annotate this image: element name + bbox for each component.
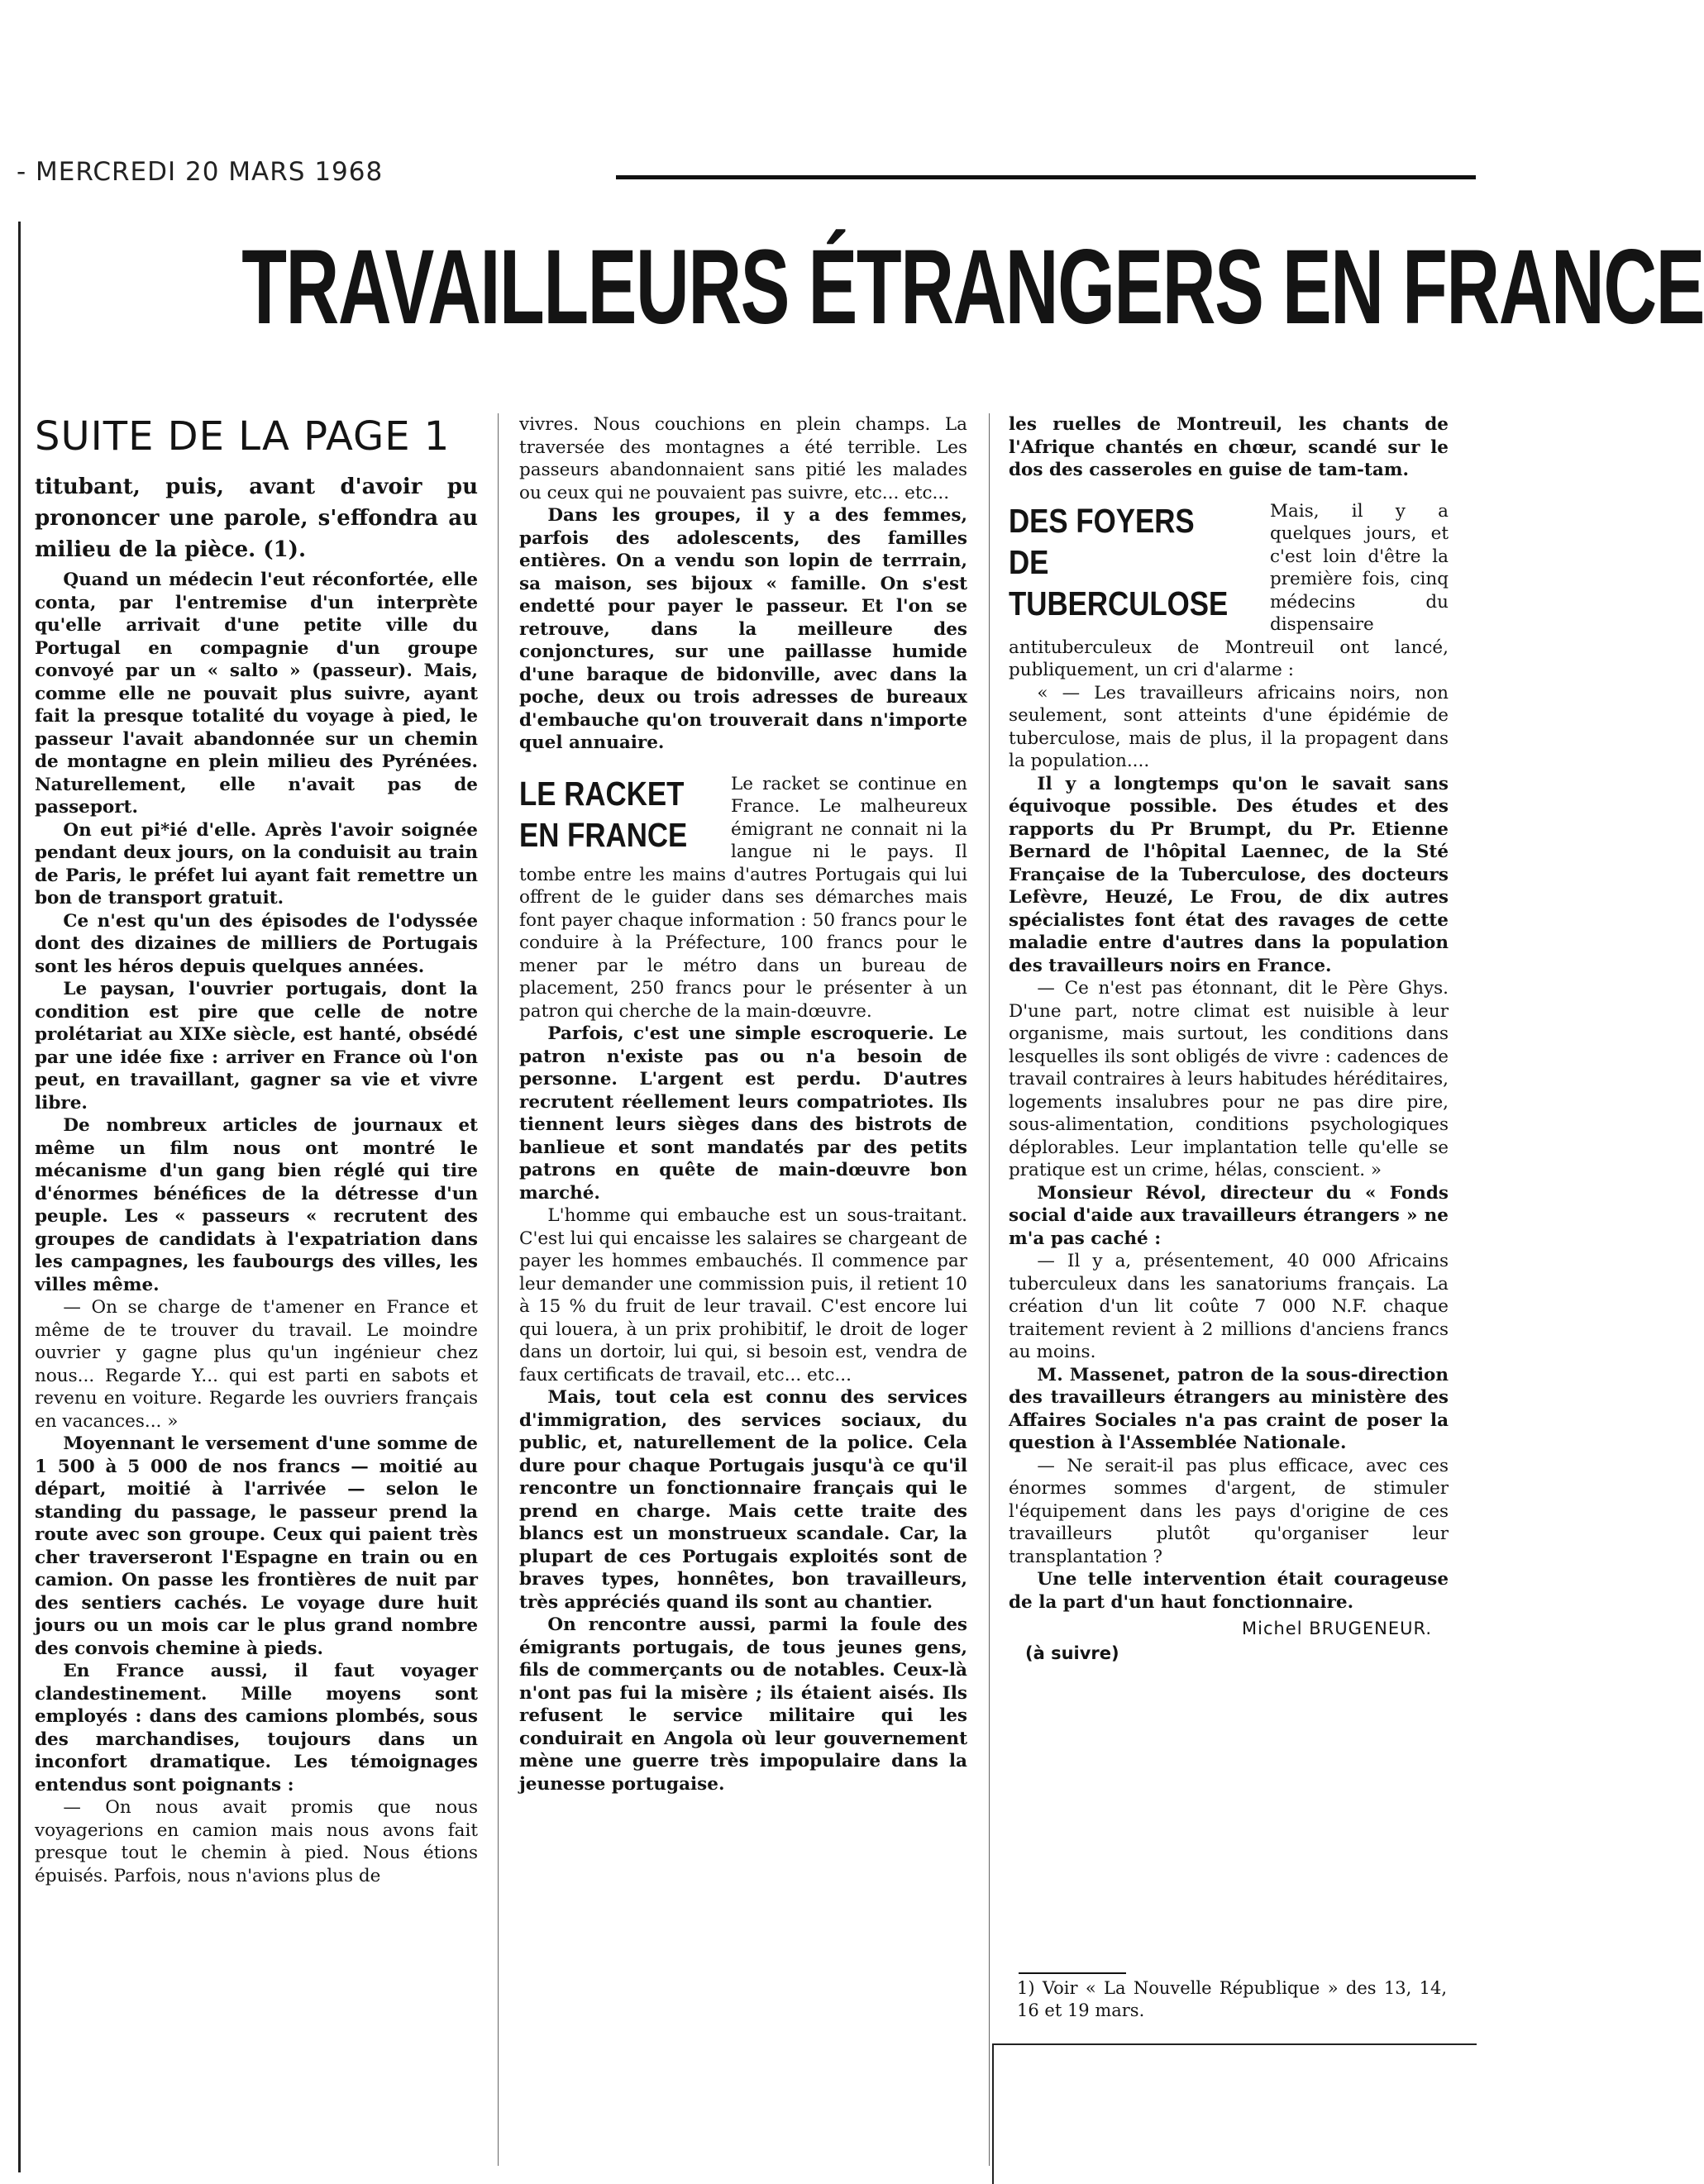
- paragraph: — On se charge de t'amener en France et même de te trouver du travail. Le moindre ouvrier y gagne plus qu'un ingénieur chez nous... Regarde Y... qui est parti en sabots et revenu en voiture. Regarde les ouvriers français en vacances... »: [35, 1297, 478, 1432]
- paragraph: Le racket se continue en France. Le malheureux émigrant ne connait ni la langue ni le pays. Il tombe entre les mains d'autres Portugais qui lui offrent de le guider dans ses démarches mais font payer chaque information : 50 francs pour le conduire à la Préfecture, 100 francs pour le mener par le métro dans un bureau de placement, 250 francs pour le présenter à un patron qui cherche de la main-dœuvre.: [519, 773, 967, 1022]
- article-column-1: [35, 413, 478, 2162]
- kicker-suite: SUITE DE LA PAGE 1: [35, 413, 451, 460]
- paragraph: — Ne serait-il pas plus efficace, avec ces énormes sommes d'argent, de stimuler l'équipement dans les pays d'origine de ces travailleurs plutôt qu'organiser leur transplantation ?: [1009, 1455, 1449, 1567]
- bottom-box-frame: [992, 2043, 1477, 2184]
- paragraph: Une telle intervention était courageuse de la part d'un haut fonctionnaire.: [1009, 1569, 1449, 1613]
- subhead-racket: LE RACKET EN FRANCE: [519, 774, 688, 854]
- paragraph: — Il y a, présentement, 40 000 Africains tuberculeux dans les sanatoriums français. La création d'un lit coûte 7 000 N.F. chaque traitement revient à 2 millions d'anciens francs au moins.: [1009, 1251, 1449, 1362]
- top-rule: [616, 175, 1476, 179]
- paragraph: Dans les groupes, il y a des femmes, parfois des adolescents, des familles entières. On a vendu son lopin de terrrain, sa maison, ses bijoux « famille. On s'est endetté pour payer le passeur. Et l'on se retrouve, dans la meilleure des conjonctures, sur une paillasse humide d'une baraque de bidonville, avec dans la poche, deux ou trois adresses de bureaux d'embauche qu'on trouverait dans n'importe quel annuaire.: [519, 505, 967, 753]
- lead-paragraph: titubant, puis, avant d'avoir pu prononcer une parole, s'effondra au milieu de la pièce. (1).: [35, 474, 478, 562]
- paragraph: Il y a longtemps qu'on le savait sans équivoque possible. Des études et des rapports du Pr Brumpt, du Pr. Etienne Bernard de l'hôpital Laennec, de la Sté Française de la Tuberculose, des docteurs Lefèvre, Heuzé, Le Frou, de dix autres spécialistes font état des ravages de cette maladie entre d'autres dans la population des travailleurs noirs en France.: [1009, 773, 1449, 976]
- paragraph: Mais, il y a quelques jours, et c'est loin d'être la première fois, cinq médecins du dispensaire antituberculeux de Montreuil ont lancé, publiquement, un cri d'alarme :: [1009, 500, 1449, 680]
- paragraph: M. Massenet, patron de la sous-direction des travailleurs étrangers au ministère des Affaires Sociales n'a pas craint de poser la question à l'Assemblée Nationale.: [1009, 1364, 1449, 1453]
- paragraph: Ce n'est qu'un des épisodes de l'odyssée dont des dizaines de milliers de Portugais sont les héros depuis quelques années.: [35, 910, 478, 977]
- paragraph: En France aussi, il faut voyager clandestinement. Mille moyens sont employés : dans des camions plombés, sous des marchandises, toujours dans un inconfort dramatique. Les témoignages entendus sont poignants :: [35, 1661, 478, 1795]
- column-divider: [989, 413, 990, 2166]
- paragraph: Moyennant le versement d'une somme de 1 500 à 5 000 de nos francs — moitié au départ, moitié à l'arrivée — selon le standing du passage, le passeur prend la route avec son groupe. Ceux qui paient très cher traverseront l'Espagne en train ou en camion. On passe les frontières de nuit par des sentiers cachés. Le voyage dure huit jours ou un mois car le plus grand nombre des convois chemine à pieds.: [35, 1433, 478, 1659]
- paragraph: L'homme qui embauche est un sous-traitant. C'est lui qui encaisse les salaires se chargeant de payer les hommes embauchés. Il commence par leur demander une commission puis, il retient 10 à 15 % du fruit de leur travail. C'est encore lui qui louera, à un prix prohibitif, le droit de loger dans un dortoir, lui qui, si besoin est, vendra de faux certificats de travail, etc... etc...: [519, 1205, 967, 1385]
- footnote-rule: [1019, 1972, 1126, 1974]
- dateline: - MERCREDI 20 MARS 1968: [17, 157, 384, 187]
- paragraph: Parfois, c'est une simple escroquerie. Le patron n'existe pas ou n'a besoin de personne. L'argent est perdu. D'autres recrutent réellement leurs compatriotes. Ils tiennent leurs sièges dans des bistrots de banlieue et sont mandatés par des petits patrons en quête de main-dœuvre bon marché.: [519, 1023, 967, 1204]
- article-column-3: [1009, 413, 1449, 2025]
- column-divider: [498, 413, 499, 2166]
- paragraph: — Ce n'est pas étonnant, dit le Père Ghys. D'une part, notre climat est nuisible à leur organisme, mais surtout, les conditions dans lesquelles ils sont obligés de vivre : cadences de travail contraires à leurs habitudes héréditaires, logements insalubres pour ne pas dire pire, sous-alimentation, conditions psychologiques déplorables. Leur implantation telle qu'elle se pratique est un crime, hélas, conscient. »: [1009, 978, 1449, 1180]
- signature: Michel BRUGENEUR.: [1241, 1619, 1432, 1638]
- paragraph: On eut pi*ié d'elle. Après l'avoir soignée pendant deux jours, on la conduisit au train de Paris, le préfet lui ayant fait remettre un bon de transport gratuit.: [35, 819, 478, 908]
- paragraph: les ruelles de Montreuil, les chants de l'Afrique chantés en chœur, scandé sur le dos des casseroles en guise de tam-tam.: [1009, 414, 1449, 480]
- left-frame-rule: [18, 222, 21, 2172]
- subhead-tuberculose: DES FOYERS DE TUBERCULOSE: [1009, 501, 1229, 622]
- footnote: 1) Voir « La Nouvelle République » des 13, 14, 16 et 19 mars.: [1017, 1978, 1447, 2020]
- paragraph: Mais, tout cela est connu des services d'immigration, des services sociaux, du public, et, naturellement de la police. Cela dure pour chaque Portugais jusqu'à ce qu'il rencontre un fonctionnaire français qui le prend en charge. Mais cette traite des blancs est un monstrueux scandale. Car, la plupart de ces Portugais exploités sont de braves types, honnêtes, bon travailleurs, très appréciés quand ils sont au chantier.: [519, 1387, 967, 1613]
- paragraph: Quand un médecin l'eut réconfortée, elle conta, par l'entremise d'un interprète qu'elle arrivait d'une petite ville du Portugal en compagnie d'un groupe convoyé par un « salto » (passeur). Mais, comme elle ne pouvait plus suivre, ayant fait la presque totalité du voyage à pied, le passeur l'avait abandonnée sur un chemin de montagne en plein milieu des Pyrénées. Naturellement, elle n'avait pas de passeport.: [35, 570, 478, 818]
- article-column-2: [519, 413, 967, 2162]
- paragraph: De nombreux articles de journaux et même un film nous ont montré le mécanisme d'un gang bien réglé qui tire d'énormes bénéfices de la détresse d'un peuple. Les « passeurs « recrutent des groupes de candidats à l'expatriation dans les campagnes, les faubourgs des villes, les villes même.: [35, 1115, 478, 1295]
- paragraph: On rencontre aussi, parmi la foule des émigrants portugais, de tous jeunes gens, fils de commerçants ou de notables. Ceux-là n'ont pas fui la misère ; ils étaient aisés. Ils refusent le service militaire qui les conduirait en Angola où leur gouvernement mène une guerre très impopulaire dans la jeunesse portugaise.: [519, 1614, 967, 1795]
- paragraph: vivres. Nous couchions en plein champs. La traversée des montagnes a été terrible. Les passeurs abandonnaient sans pitié les malades ou ceux qui ne pouvaient pas suivre, etc... etc...: [519, 414, 967, 503]
- paragraph: Le paysan, l'ouvrier portugais, dont la condition est pire que celle de notre prolétariat au XIXe siècle, est hanté, obsédé par une idée fixe : arriver en France où l'on peut, en travaillant, gagner sa vie et vivre libre.: [35, 979, 478, 1113]
- paragraph: — On nous avait promis que nous voyagerions en camion mais nous avons fait presque tout le chemin à pied. Nous étions épuisés. Parfois, nous n'avions plus de: [35, 1797, 478, 1886]
- paragraph: « — Les travailleurs africains noirs, non seulement, sont atteints d'une épidémie de tuberculose, mais de plus, il la propagent dans la population....: [1009, 682, 1449, 771]
- headline: TRAVAILLEURS ÉTRANGERS EN FRANCE: [241, 228, 1704, 346]
- to-follow-note: (à suivre): [1025, 1643, 1119, 1663]
- paragraph: Monsieur Révol, directeur du « Fonds social d'aide aux travailleurs étrangers » ne m'a pas caché :: [1009, 1182, 1449, 1249]
